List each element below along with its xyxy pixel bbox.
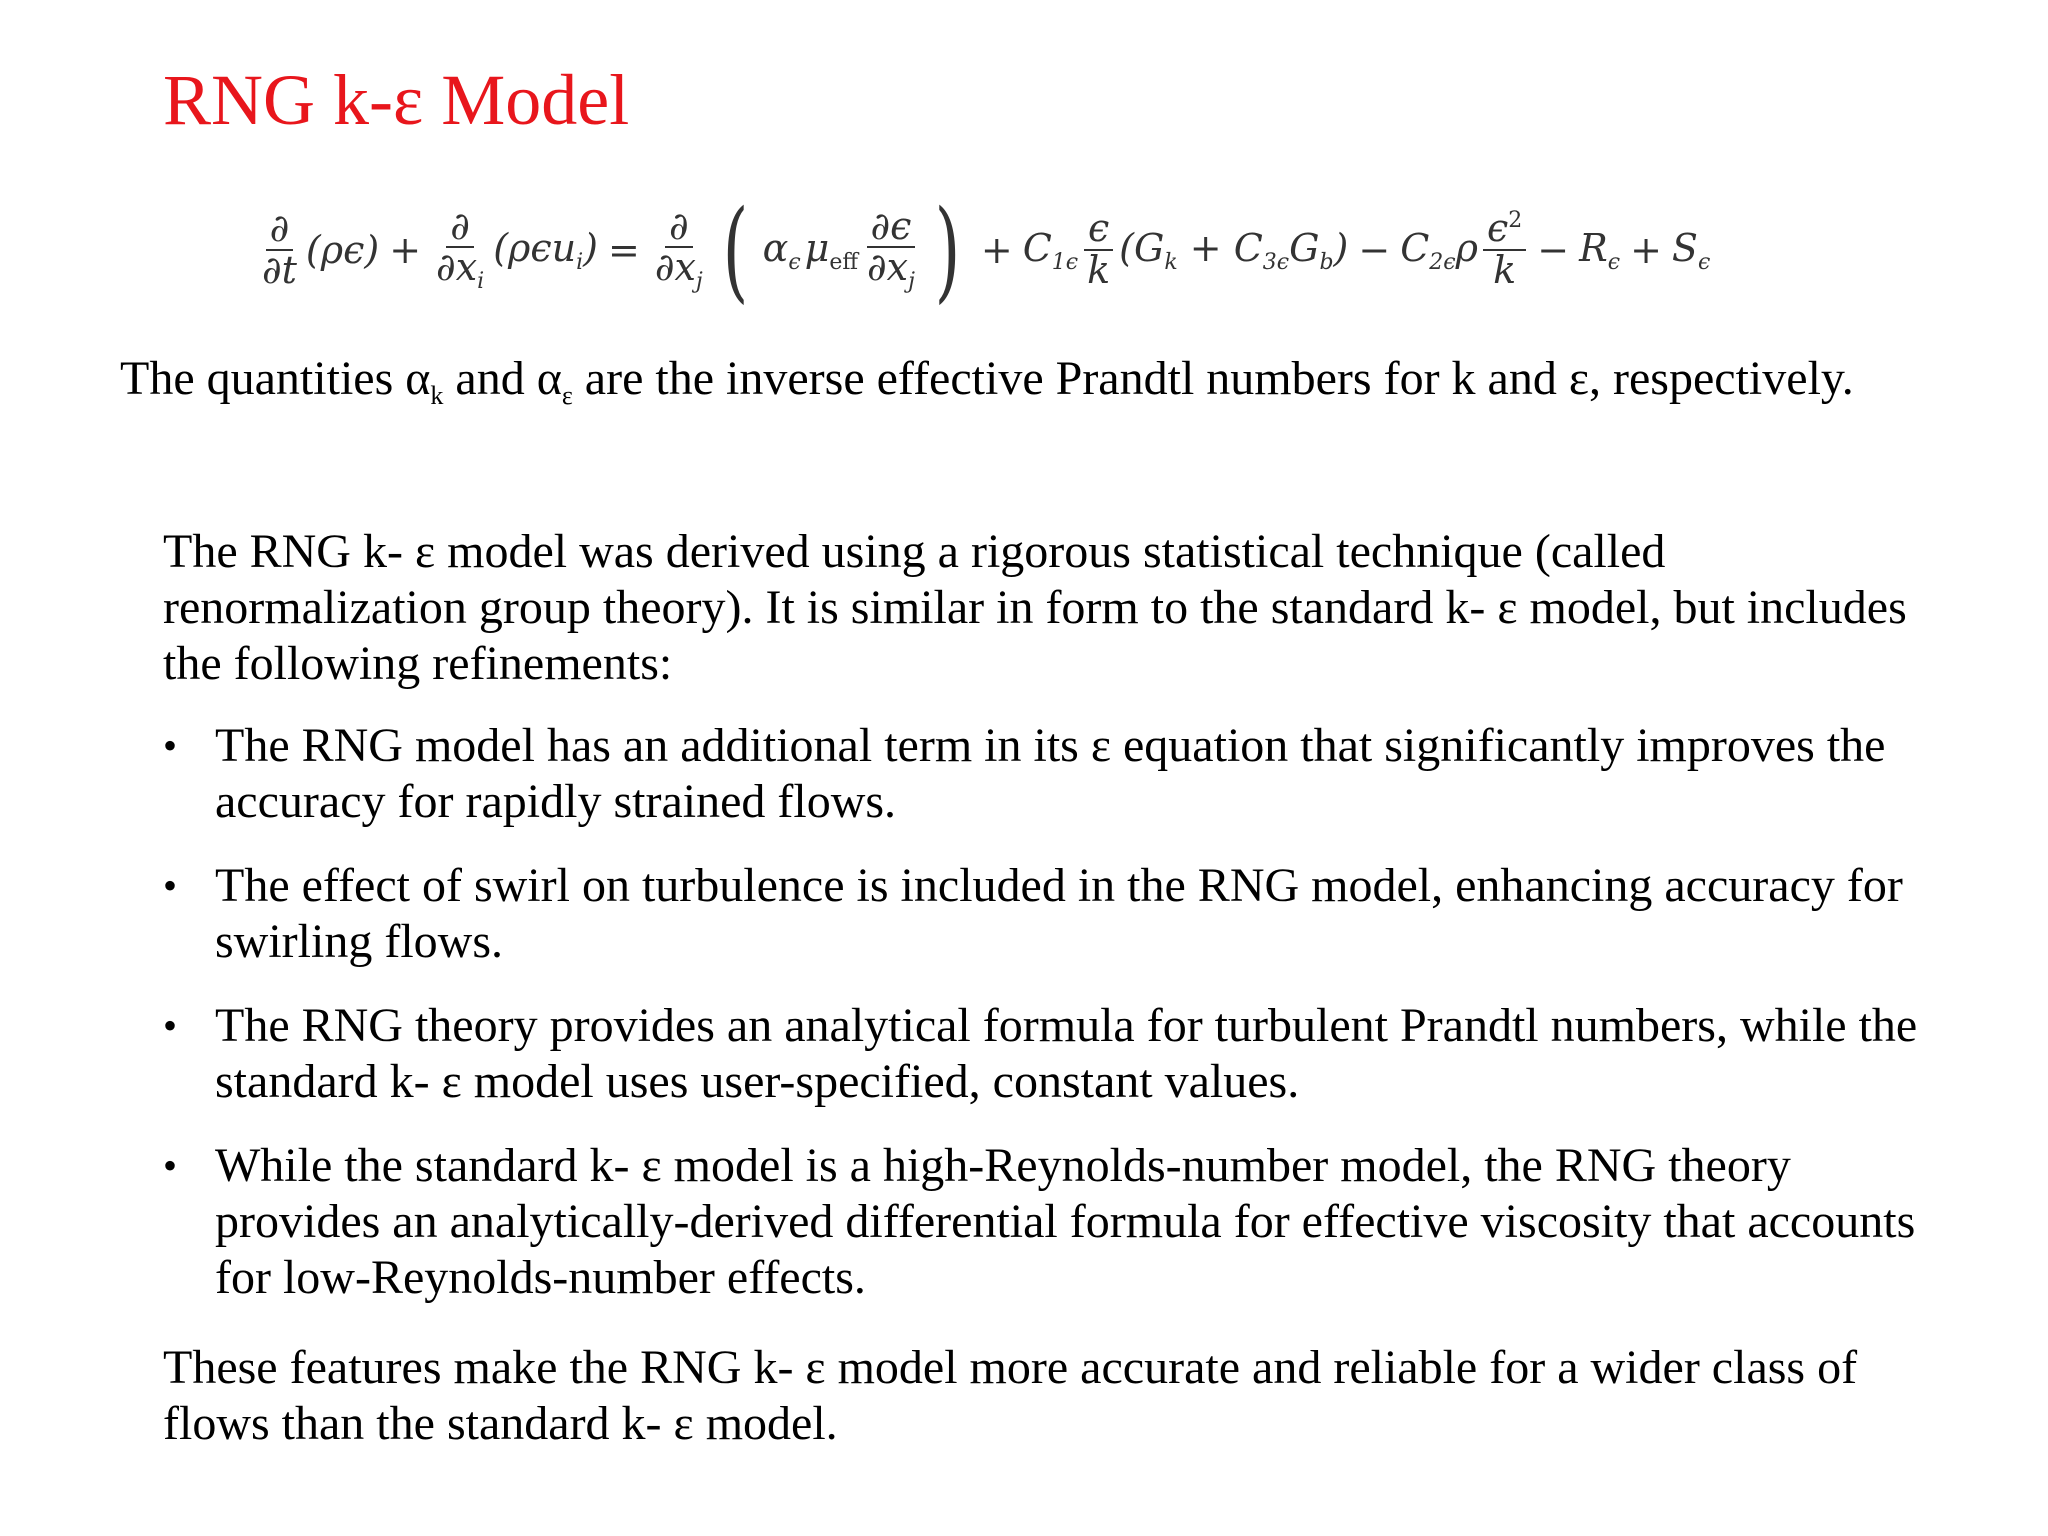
eq-alpha-sym: α (762, 225, 789, 270)
eq-lhs1-body: (ρϵ) (305, 228, 380, 272)
eq-c2 (1400, 226, 1478, 275)
eq-frac-e2-k-num (1483, 206, 1526, 251)
eq-c2-sub: 2ϵ (1429, 249, 1456, 275)
eq-big-paren-close: ) (934, 186, 961, 314)
eq-gk-sub: k (1164, 249, 1178, 275)
list-item-text: The RNG theory provides an analytical formula for turbulent Prandtl numbers, while the standard k- ε model uses user-specified, constant values. (215, 999, 1918, 1108)
eq-close-paren: ) (583, 225, 598, 270)
eq-frac-inner-num: ∂ϵ (867, 207, 916, 249)
intro-sub-k: k (430, 381, 444, 410)
eq-s (1672, 226, 1710, 275)
intro-text-2: and α (443, 352, 562, 405)
eq-sub-j: j (695, 269, 703, 295)
slide-title: RNG k-ε Model (163, 60, 630, 140)
eq-minus-2: − (1537, 228, 1570, 272)
eq-frac-inner-den (863, 245, 919, 295)
eq-rho: ρ (1455, 225, 1478, 270)
intro-sub-eps: ε (561, 381, 573, 410)
bullet-icon: • (163, 1143, 178, 1188)
eq-frac-inner (863, 203, 919, 295)
eq-r-sym: R (1579, 225, 1608, 270)
list-item-text: While the standard k- ε model is a high-Reynolds-number model, the RNG theory provides an analytically-derived differential formula for effective viscosity that accounts for low-Reynolds-number effects. (215, 1139, 1916, 1304)
eq-frac-dxi-den (432, 245, 488, 295)
eq-plus-4: + (1630, 228, 1662, 272)
eq-gb: G (1289, 225, 1320, 270)
eq-r (1579, 226, 1620, 275)
eq-frac-e-k-num: ϵ (1084, 209, 1113, 251)
eq-c1 (1023, 226, 1078, 275)
eq-sub-i2: i (576, 249, 584, 275)
list-item (163, 1138, 1923, 1306)
eq-eps: ϵ (1486, 206, 1509, 251)
eq-frac-e2-k (1483, 206, 1526, 292)
eq-r-sub: ϵ (1607, 249, 1621, 275)
eq-c1-sub: 1ϵ (1051, 249, 1079, 275)
eq-s-sub: ϵ (1697, 249, 1711, 275)
bullet-icon: • (163, 723, 178, 768)
eq-c2-sym: C (1400, 225, 1430, 270)
eq-dx2: ∂x (654, 245, 696, 290)
eq-frac-e-k-den: k (1087, 248, 1111, 292)
eq-g-group (1119, 226, 1348, 275)
intro-text-1: The quantities α (120, 352, 431, 405)
eq-c1-sym: C (1022, 225, 1052, 270)
eq-frac-dxj-num: ∂ (665, 207, 693, 249)
eq-alpha-sub: ϵ (788, 249, 801, 275)
eq-dx3: ∂x (867, 245, 909, 290)
transport-equation (255, 186, 1712, 314)
intro-paragraph (120, 344, 1940, 414)
eq-frac-e-k (1083, 206, 1114, 292)
eq-s-sym: S (1671, 225, 1698, 270)
list-item (163, 998, 1923, 1110)
eq-minus: − (1358, 228, 1391, 272)
eq-gk: (G (1119, 225, 1165, 270)
eq-equals: = (607, 228, 640, 272)
eq-frac-e2-k-den: k (1493, 248, 1517, 292)
eq-frac-dxi-num: ∂ (446, 207, 474, 249)
eq-c3: C (1233, 225, 1263, 270)
list-item (163, 718, 1923, 830)
eq-mu-sym: μ (804, 225, 830, 270)
bullet-icon: • (163, 1003, 178, 1048)
eq-c3-sub: 3ϵ (1262, 249, 1290, 275)
eq-g-close: ) (1333, 225, 1349, 270)
eq-plus-2: + (980, 228, 1013, 272)
eq-sub-i: i (477, 269, 485, 295)
eq-mu (805, 226, 858, 275)
refinements-list (163, 718, 1923, 1334)
eq-alpha (763, 226, 801, 275)
eq-frac-dxi (432, 203, 488, 295)
conclusion-paragraph: These features make the RNG k- ε model more accurate and reliable for a wider class of flows than the standard k- ε model. (163, 1341, 1858, 1450)
intro-text-3: are the inverse effective Prandtl numbers for k and ε, respectively. (572, 352, 1854, 405)
eq-sub-j2: j (908, 269, 915, 295)
eq-sup-2: 2 (1508, 208, 1523, 234)
eq-frac-dt-num: ∂ (266, 209, 294, 251)
bullet-icon: • (163, 863, 178, 908)
list-item-text: The RNG model has an additional term in its ε equation that significantly improves the accuracy for rapidly strained flows. (215, 719, 1886, 828)
eq-gb-sub: b (1319, 249, 1334, 275)
list-item-text: The effect of swirl on turbulence is included in the RNG model, enhancing accuracy for swirling flows. (215, 859, 1903, 968)
eq-rho-eps-u: (ρϵu (493, 225, 577, 270)
eq-frac-dt-den: ∂t (262, 248, 297, 292)
eq-plus: + (389, 228, 422, 272)
eq-mu-sub: eff (829, 249, 859, 275)
eq-big-paren-open: ( (722, 186, 749, 314)
eq-frac-dt (258, 206, 301, 292)
description-paragraph: The RNG k- ε model was derived using a rigorous statistical technique (called renormalization group theory). It is similar in form to the standard k- ε model, but includes the following refinements: (163, 525, 1907, 690)
eq-frac-dxj-den (651, 245, 707, 295)
eq-frac-dxj (651, 203, 707, 295)
list-item (163, 858, 1923, 970)
eq-dx: ∂x (436, 245, 478, 290)
eq-lhs2-body (493, 226, 598, 275)
eq-plus-3: + (1177, 225, 1234, 270)
